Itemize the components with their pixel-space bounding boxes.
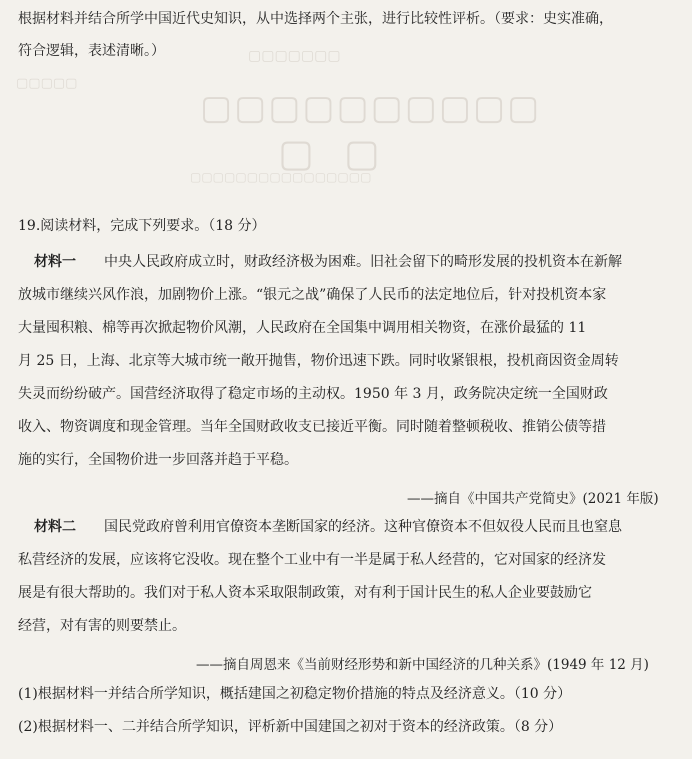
material-1-line: 收入、物资调度和现金管理。当年全国财政收支已接近平衡。同时随着整顿税收、推销公债等措 — [18, 419, 606, 435]
material-2-line: 私营经济的发展，应该将它没收。现在整个工业中有一半是属于私人经营的，它对国家的经济发 — [18, 552, 606, 568]
material-2-label: 材料二 — [34, 519, 76, 535]
material-2-line: 展是有很大帮助的。我们对于私人资本采取限制政策，对有利于国计民生的私人企业要鼓励它 — [18, 585, 592, 601]
material-1-line: 月 25 日，上海、北京等大城市统一敞开抛售，物价迅速下跌。同时收紧银根，投机商因资金周转 — [18, 353, 619, 369]
intro-line-2: 符合逻辑，表述清晰。） — [18, 43, 165, 59]
material-1-line: 施的实行，全国物价进一步回落并趋于平稳。 — [18, 452, 298, 468]
bleed-through-text: ▢▢▢▢▢▢▢ — [248, 48, 341, 64]
material-2-line: 经营，对有害的则要禁止。 — [18, 618, 186, 634]
material-1-line: 中央人民政府成立时，财政经济极为困难。旧社会留下的畸形发展的投机资本在新解 — [104, 254, 622, 270]
bleed-through-text: ▢▢▢▢▢▢▢▢▢▢ — [200, 88, 542, 128]
bleed-through-text: ▢▢▢▢▢ — [16, 76, 78, 91]
material-1-source: ——摘自《中国共产党简史》(2021 年版) — [407, 491, 659, 507]
sub-question-1: (1)根据材料一并结合所学知识，概括建国之初稳定物价措施的特点及经济意义。（10 分） — [18, 686, 572, 702]
material-1-label: 材料一 — [34, 254, 76, 270]
material-1-line: 大量囤积粮、棉等再次掀起物价风潮，人民政府在全国集中调用相关物资，在涨价最猛的 11 — [18, 320, 587, 336]
question-19-header: 19.阅读材料，完成下列要求。（18 分） — [18, 218, 266, 234]
material-1-line: 失灵而纷纷破产。国营经济取得了稳定市场的主动权。1950 年 3 月，政务院决定统一全国财政 — [18, 386, 608, 402]
sub-question-2: (2)根据材料一、二并结合所学知识，评析新中国建国之初对于资本的经济政策。（8 分） — [18, 719, 563, 735]
material-2-source: ——摘自周恩来《当前财经形势和新中国经济的几种关系》(1949 年 12 月) — [196, 657, 649, 673]
bleed-through-text: ▢▢ — [278, 130, 410, 175]
material-2-line: 国民党政府曾利用官僚资本垄断国家的经济。这种官僚资本不但奴役人民而且也窒息 — [104, 519, 622, 535]
bleed-through-text: ▢▢▢▢▢▢▢▢▢▢▢▢▢▢▢▢ — [190, 170, 372, 184]
intro-line-1: 根据材料并结合所学中国近代史知识，从中选择两个主张，进行比较性评析。（要求：史实准确， — [18, 11, 613, 27]
material-1-line: 放城市继续兴风作浪，加剧物价上涨。“银元之战”确保了人民币的法定地位后，针对投机资本家 — [18, 287, 607, 303]
